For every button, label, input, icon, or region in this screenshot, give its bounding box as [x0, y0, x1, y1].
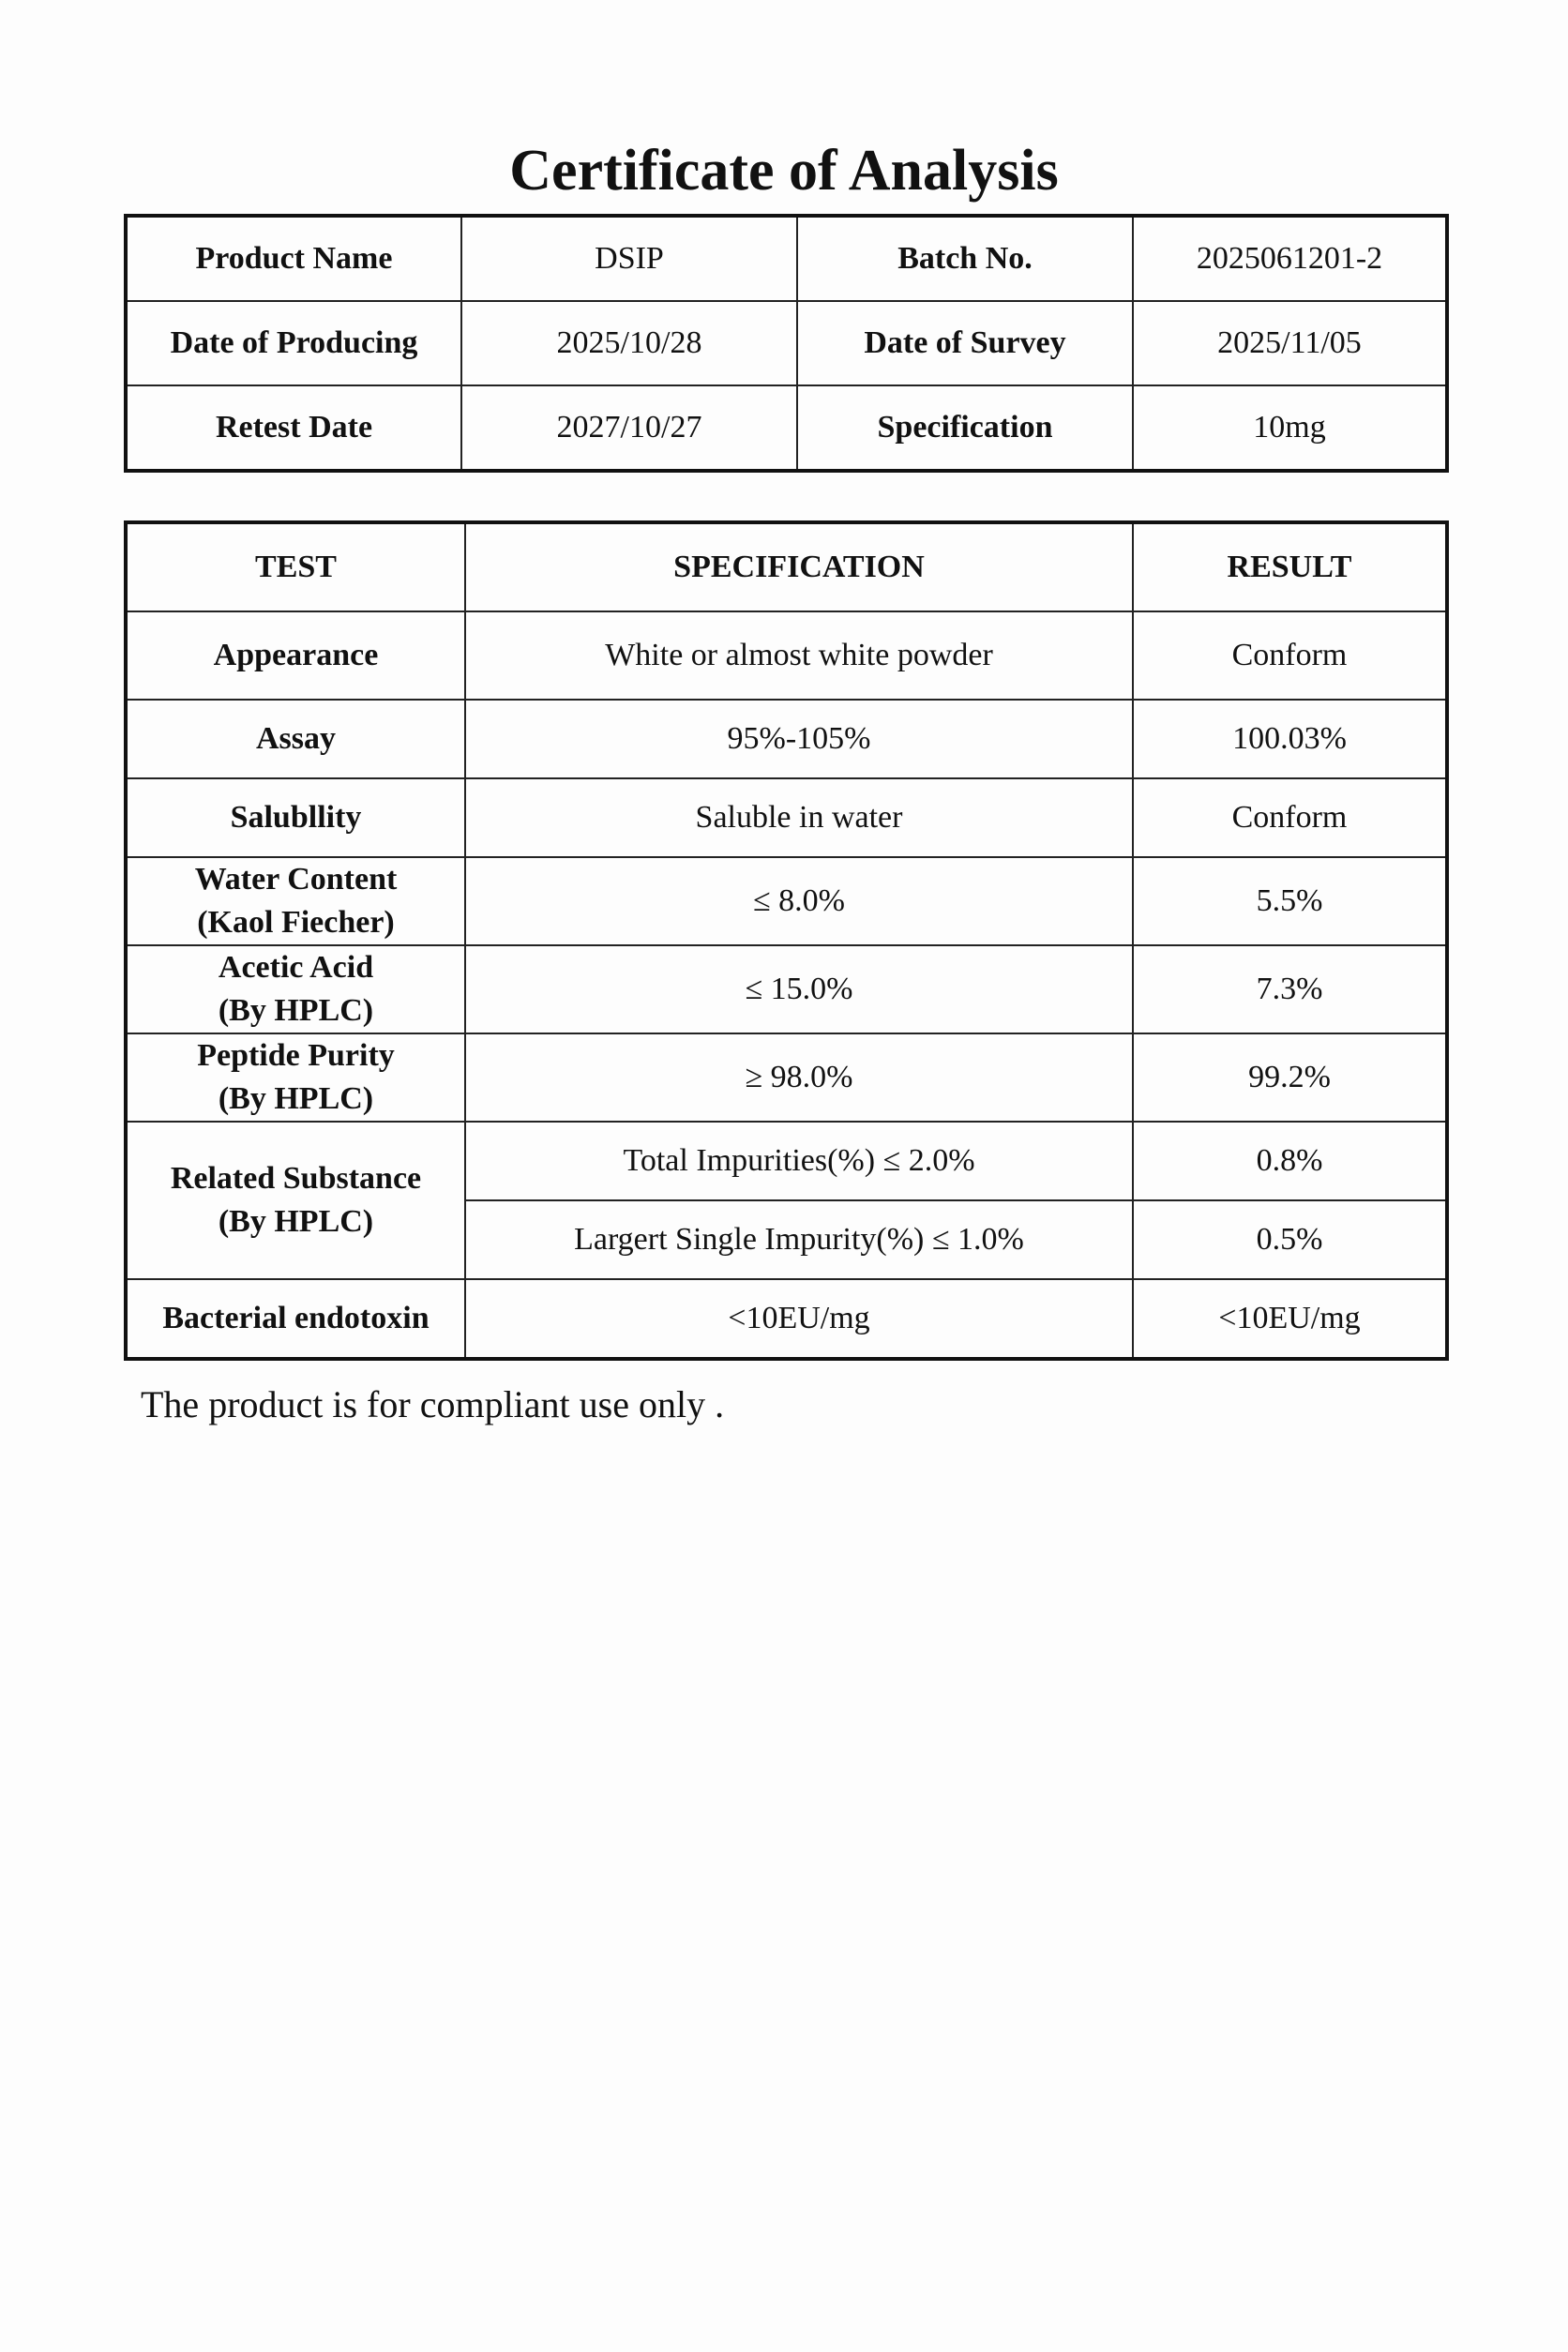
test-name — [126, 700, 465, 778]
test-result: 99.2% — [1133, 1033, 1447, 1122]
info-row — [126, 301, 1447, 385]
table-row — [126, 945, 1447, 1033]
table-row — [126, 1122, 1447, 1200]
test-name-text: Peptide Purity — [197, 1038, 395, 1073]
table-row — [126, 611, 1447, 700]
test-method-text: (By HPLC) — [218, 1081, 374, 1116]
test-result: 100.03% — [1133, 700, 1447, 778]
product-name-label: Product Name — [126, 216, 461, 301]
test-name — [126, 611, 465, 700]
retest-date-label: Retest Date — [126, 385, 461, 471]
test-name-text: Assay — [255, 721, 337, 756]
header-test: TEST — [126, 522, 465, 611]
table-row — [126, 700, 1447, 778]
test-specification: ≤ 15.0% — [465, 945, 1133, 1033]
table-row — [126, 1033, 1447, 1122]
test-result: 5.5% — [1133, 857, 1447, 945]
table-row — [126, 1279, 1447, 1359]
test-method-text: (By HPLC) — [218, 1204, 374, 1239]
specification-label: Specification — [797, 385, 1133, 471]
info-row — [126, 216, 1447, 301]
info-row — [126, 385, 1447, 471]
test-name — [126, 1033, 465, 1122]
date-producing-label: Date of Producing — [126, 301, 461, 385]
compliance-note: The product is for compliant use only . — [141, 1383, 725, 1425]
test-result: Conform — [1133, 778, 1447, 857]
table-row — [126, 857, 1447, 945]
test-name — [126, 945, 465, 1033]
test-name-text: Acetic Acid — [218, 950, 374, 985]
test-specification: Total Impurities(%) ≤ 2.0% — [465, 1122, 1133, 1200]
date-survey-label: Date of Survey — [797, 301, 1133, 385]
test-result: Conform — [1133, 611, 1447, 700]
test-name-text: Appearance — [213, 638, 379, 672]
test-result: <10EU/mg — [1133, 1279, 1447, 1359]
test-results-table — [124, 520, 1449, 1361]
test-name-text: Bacterial endotoxin — [162, 1301, 430, 1335]
product-name-value: DSIP — [461, 216, 797, 301]
table-header-row — [126, 522, 1447, 611]
test-name — [126, 1279, 465, 1359]
batch-no-value: 2025061201-2 — [1133, 216, 1447, 301]
date-survey-value: 2025/11/05 — [1133, 301, 1447, 385]
test-name — [126, 857, 465, 945]
test-specification: White or almost white powder — [465, 611, 1133, 700]
date-producing-value: 2025/10/28 — [461, 301, 797, 385]
test-name — [126, 1122, 465, 1279]
batch-no-label: Batch No. — [797, 216, 1133, 301]
test-method-text: (By HPLC) — [218, 993, 374, 1028]
retest-date-value: 2027/10/27 — [461, 385, 797, 471]
test-specification: Saluble in water — [465, 778, 1133, 857]
test-name-text: Related Substance — [170, 1161, 422, 1196]
product-info-table — [124, 214, 1449, 473]
test-specification: ≤ 8.0% — [465, 857, 1133, 945]
test-result: 7.3% — [1133, 945, 1447, 1033]
test-specification: ≥ 98.0% — [465, 1033, 1133, 1122]
document-title: Certificate of Analysis — [509, 139, 1059, 203]
test-result: 0.5% — [1133, 1200, 1447, 1279]
test-name-text: Salubllity — [230, 800, 362, 835]
specification-value: 10mg — [1133, 385, 1447, 471]
test-specification: Largert Single Impurity(%) ≤ 1.0% — [465, 1200, 1133, 1279]
test-specification: 95%-105% — [465, 700, 1133, 778]
header-specification: SPECIFICATION — [465, 522, 1133, 611]
test-specification: <10EU/mg — [465, 1279, 1133, 1359]
table-row — [126, 778, 1447, 857]
header-result: RESULT — [1133, 522, 1447, 611]
test-result: 0.8% — [1133, 1122, 1447, 1200]
test-method-text: (Kaol Fiecher) — [197, 905, 395, 940]
test-name — [126, 778, 465, 857]
test-name-text: Water Content — [194, 862, 398, 897]
